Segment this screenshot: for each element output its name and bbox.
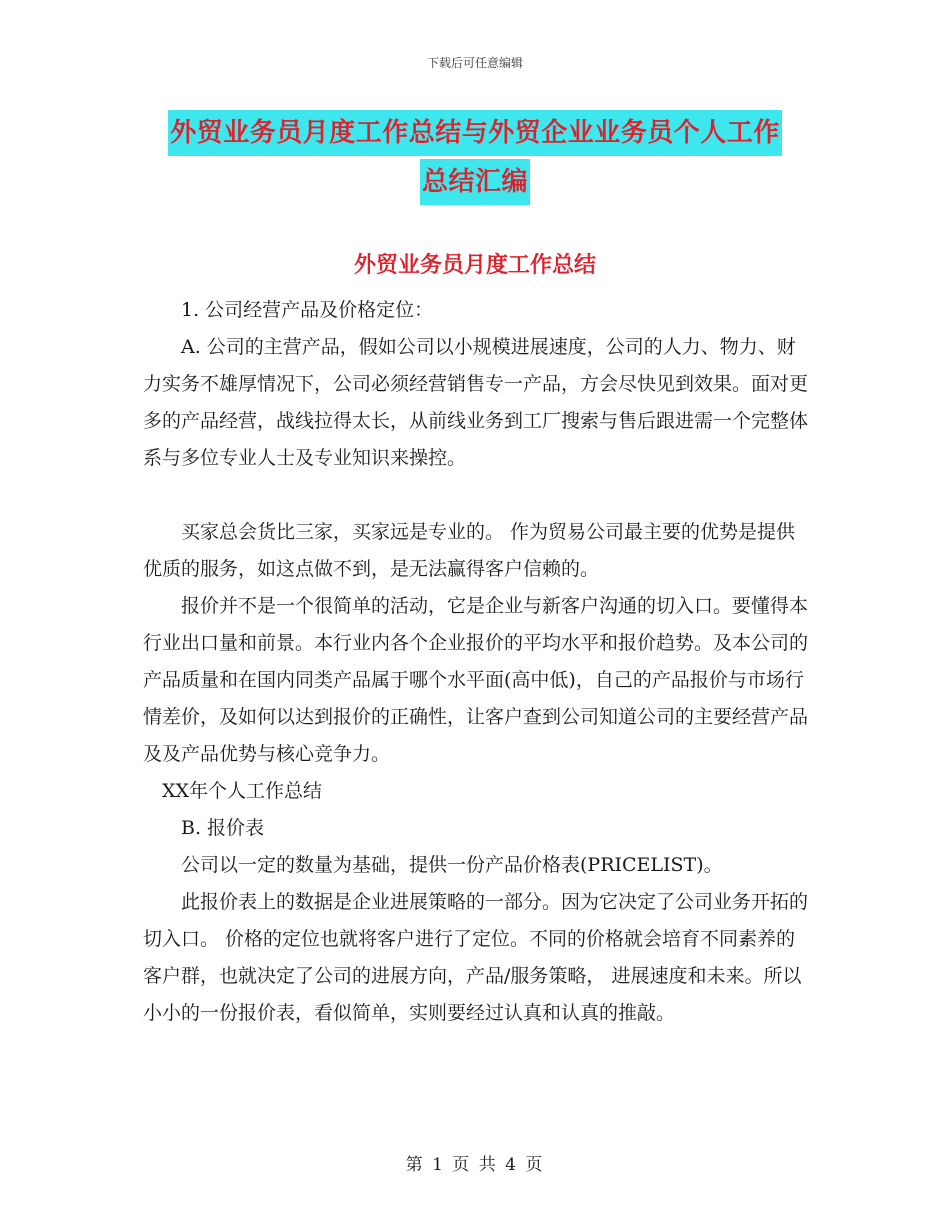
paragraph-2: A. 公司的主营产品，假如公司以小规模进展速度，公司的人力、物力、财力实务不雄厚情况下，公司必须经营销售专一产品，方会尽快见到效果。面对更多的产品经营，战线拉得太长，从前线业务到工厂搜索与售后跟进需一个完整体系与多位专业人士及专业知识来操控。 xyxy=(143,336,809,469)
body-text xyxy=(143,292,808,1032)
section-heading: 外贸业务员月度工作总结 xyxy=(353,253,596,278)
page-number: 第 1 页 共 4 页 xyxy=(405,1155,545,1175)
paragraph-5: XX年个人工作总结 xyxy=(162,780,323,802)
document-title xyxy=(0,110,950,208)
paragraph-4: 报价并不是一个很简单的活动，它是企业与新客户沟通的切入口。要懂得本行业出口量和前景。本行业内各个企业报价的平均水平和报价趋势。及本公司的产品质量和在国内同类产品属于哪个水平面(高中低)，自己的产品报价与市场行情差价，及如何以达到报价的正确性，让客户查到公司知道公司的主要经营产品及及产品优势与核心竞争力。 xyxy=(143,595,809,765)
paragraph-7: 公司以一定的数量为基础，提供一份产品价格表(PRICELIST)。 xyxy=(181,854,723,876)
header-note: 下载后可任意编辑 xyxy=(426,56,523,70)
title-line-2: 总结汇编 xyxy=(420,159,530,205)
paragraph-8: 此报价表上的数据是企业进展策略的一部分。因为它决定了公司业务开拓的切入口。 价格的定位也就将客户进行了定位。不同的价格就会培育不同素养的客户群，也就决定了公司的进展方向，产品/服务策略， 进展速度和未来。所以小小的一份报价表，看似简单，实则要经过认真和认真的推敲。 xyxy=(143,891,809,1024)
paragraph-1: 1. 公司经营产品及价格定位： xyxy=(181,299,434,321)
paragraph-6: B. 报价表 xyxy=(181,817,265,839)
title-line-1: 外贸业务员月度工作总结与外贸企业业务员个人工作 xyxy=(168,110,782,156)
paragraph-3: 买家总会货比三家，买家远是专业的。 作为贸易公司最主要的优势是提供优质的服务，如这点做不到，是无法赢得客户信赖的。 xyxy=(143,521,796,580)
